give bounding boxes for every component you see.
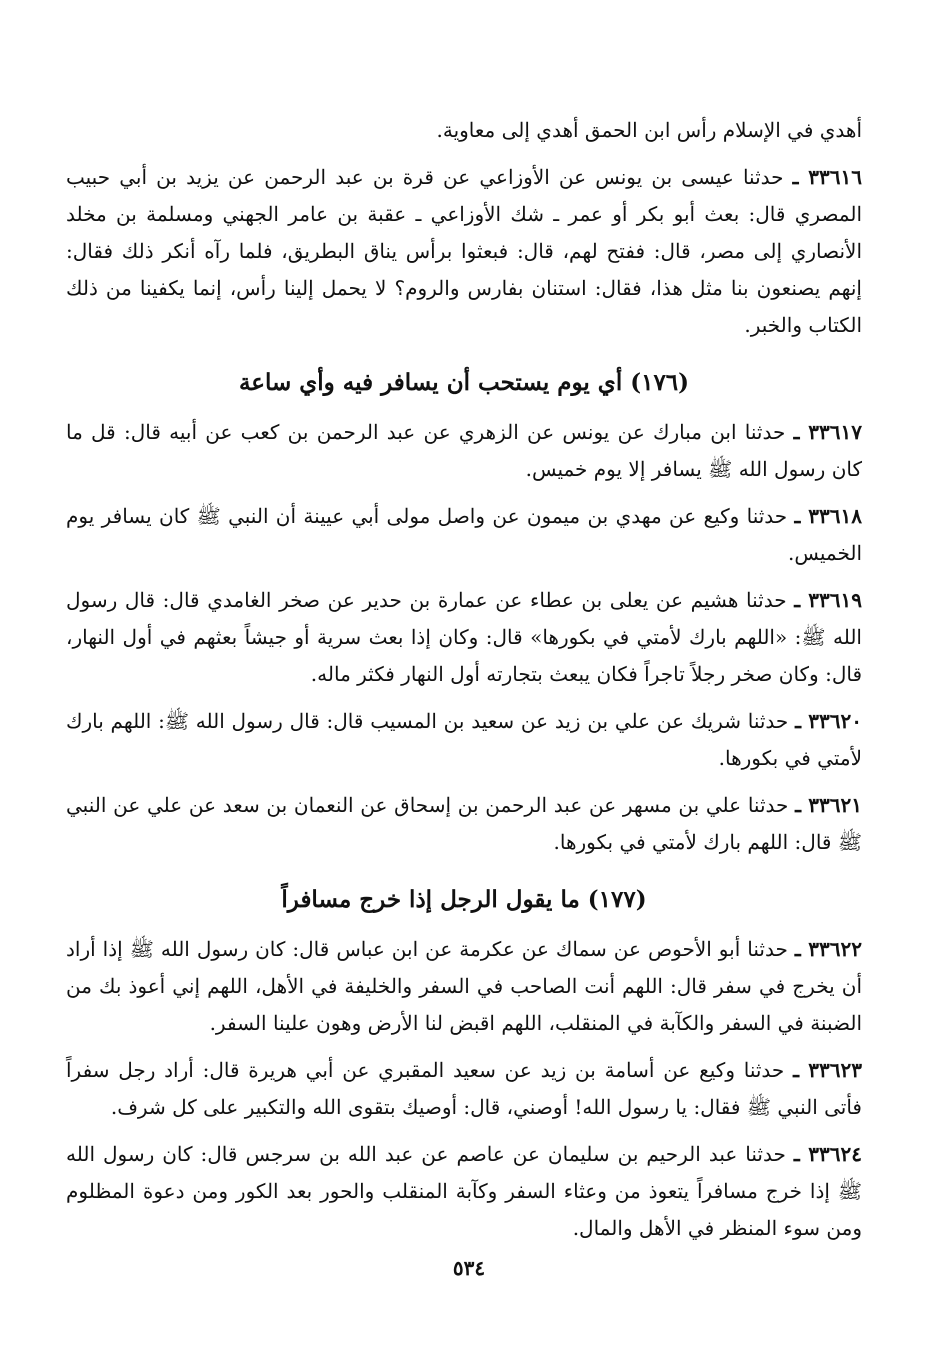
hadith-number: ٣٣٦١٩ ـ (794, 588, 862, 612)
hadith-number: ٣٣٦١٧ ـ (793, 420, 862, 444)
hadith-entry (66, 787, 862, 861)
hadith-text: حدثنا وكيع عن مهدي بن ميمون عن واصل مولى أبي عيينة أن النبي ﷺ كان يسافر يوم الخميس. (66, 504, 862, 565)
hadith-text: حدثنا هشيم عن يعلى بن عطاء عن عمارة بن حدير عن صخر الغامدي قال: قال رسول الله ﷺ: «اللهم بارك لأمتي في بكورها» قال: وكان إذا بعث سرية أو جيشاً بعثهم في أول النهار، قال: وكان صخر رجلاً تاجراً فكان يبعث بتجارته أول النهار فكثر ماله. (66, 588, 862, 686)
hadith-entry (66, 498, 862, 572)
section-heading: (١٧٦) أي يوم يستحب أن يسافر فيه وأي ساعة (238, 369, 690, 396)
hadith-number: ٣٣٦٢٣ ـ (793, 1058, 863, 1082)
hadith-text: حدثنا وكيع عن أسامة بن زيد عن سعيد المقبري عن أبي هريرة قال: أراد رجل سفراً فأتى النبي ﷺ فقال: يا رسول الله! أوصني، قال: أوصيك بتقوى الله والتكبير على كل شرف. (66, 1058, 862, 1119)
section-heading: (١٧٧) ما يقول الرجل إذا خرج مسافراً (281, 886, 647, 913)
hadith-entry (66, 1136, 862, 1247)
hadith-number: ٣٣٦٢٤ ـ (793, 1142, 863, 1166)
hadith-entry (66, 414, 862, 488)
hadith-number: ٣٣٦٢١ ـ (795, 793, 862, 817)
hadith-entry (66, 159, 862, 344)
hadith-number: ٣٣٦٢٢ ـ (794, 937, 862, 961)
hadith-text: حدثنا أبو الأحوص عن سماك عن عكرمة عن ابن عباس قال: كان رسول الله ﷺ إذا أراد أن يخرج في سفر قال: اللهم أنت الصاحب في السفر والخليفة في الأهل، اللهم إني أعوذ بك من الضبنة في السفر والكآبة في المنقلب، اللهم اقبض لنا الأرض وهون علينا السفر. (66, 937, 862, 1035)
hadith-number: ٣٣٦١٨ ـ (794, 504, 863, 528)
hadith-text: حدثنا ابن مبارك عن يونس عن الزهري عن عبد الرحمن بن كعب عن أبيه قال: قل ما كان رسول الله ﷺ يسافر إلا يوم خميس. (66, 420, 862, 481)
hadith-number: ٣٣٦١٦ ـ (792, 165, 862, 189)
hadith-entry (66, 703, 862, 777)
hadith-number: ٣٣٦٢٠ ـ (795, 709, 863, 733)
hadith-entry (66, 1052, 862, 1126)
hadith-text: حدثنا عبد الرحيم بن سليمان عن عاصم عن عبد الله بن سرجس قال: كان رسول الله ﷺ إذا خرج مسافراً يتعوذ من وعثاء السفر وكآبة المنقلب والحور بعد الكور ومن دعوة المظلوم ومن سوء المنظر في الأهل والمال. (66, 1142, 862, 1240)
hadith-text: حدثنا علي بن مسهر عن عبد الرحمن بن إسحاق عن النعمان بن سعد عن علي عن النبي ﷺ قال: اللهم بارك لأمتي في بكورها. (66, 793, 862, 854)
page-number: ٥٣٤ (452, 1256, 486, 1280)
hadith-text: حدثنا شريك عن علي بن زيد عن سعيد بن المسيب قال: قال رسول الله ﷺ: اللهم بارك لأمتي في بكورها. (66, 709, 862, 770)
hadith-text: حدثنا عيسى بن يونس عن الأوزاعي عن قرة بن عبد الرحمن عن يزيد بن أبي حبيب المصري قال: بعث أبو بكر أو عمر ـ شك الأوزاعي ـ عقبة بن عامر الجهني ومسلمة بن مخلد الأنصاري إلى مصر، قال: ففتح لهم، قال: فبعثوا برأس يناق البطريق، فلما رآه أنكر ذلك فقال: إنهم يصنعون بنا مثل هذا، فقال: استنان بفارس والروم؟ لا يحمل إلينا رأس، إنما يكفينا من ذلك الكتاب والخبر. (66, 165, 863, 337)
hadith-entry (66, 931, 862, 1042)
hadith-entry (66, 582, 862, 693)
intro-line: أهدي في الإسلام رأس ابن الحمق أهدي إلى معاوية. (436, 118, 862, 142)
